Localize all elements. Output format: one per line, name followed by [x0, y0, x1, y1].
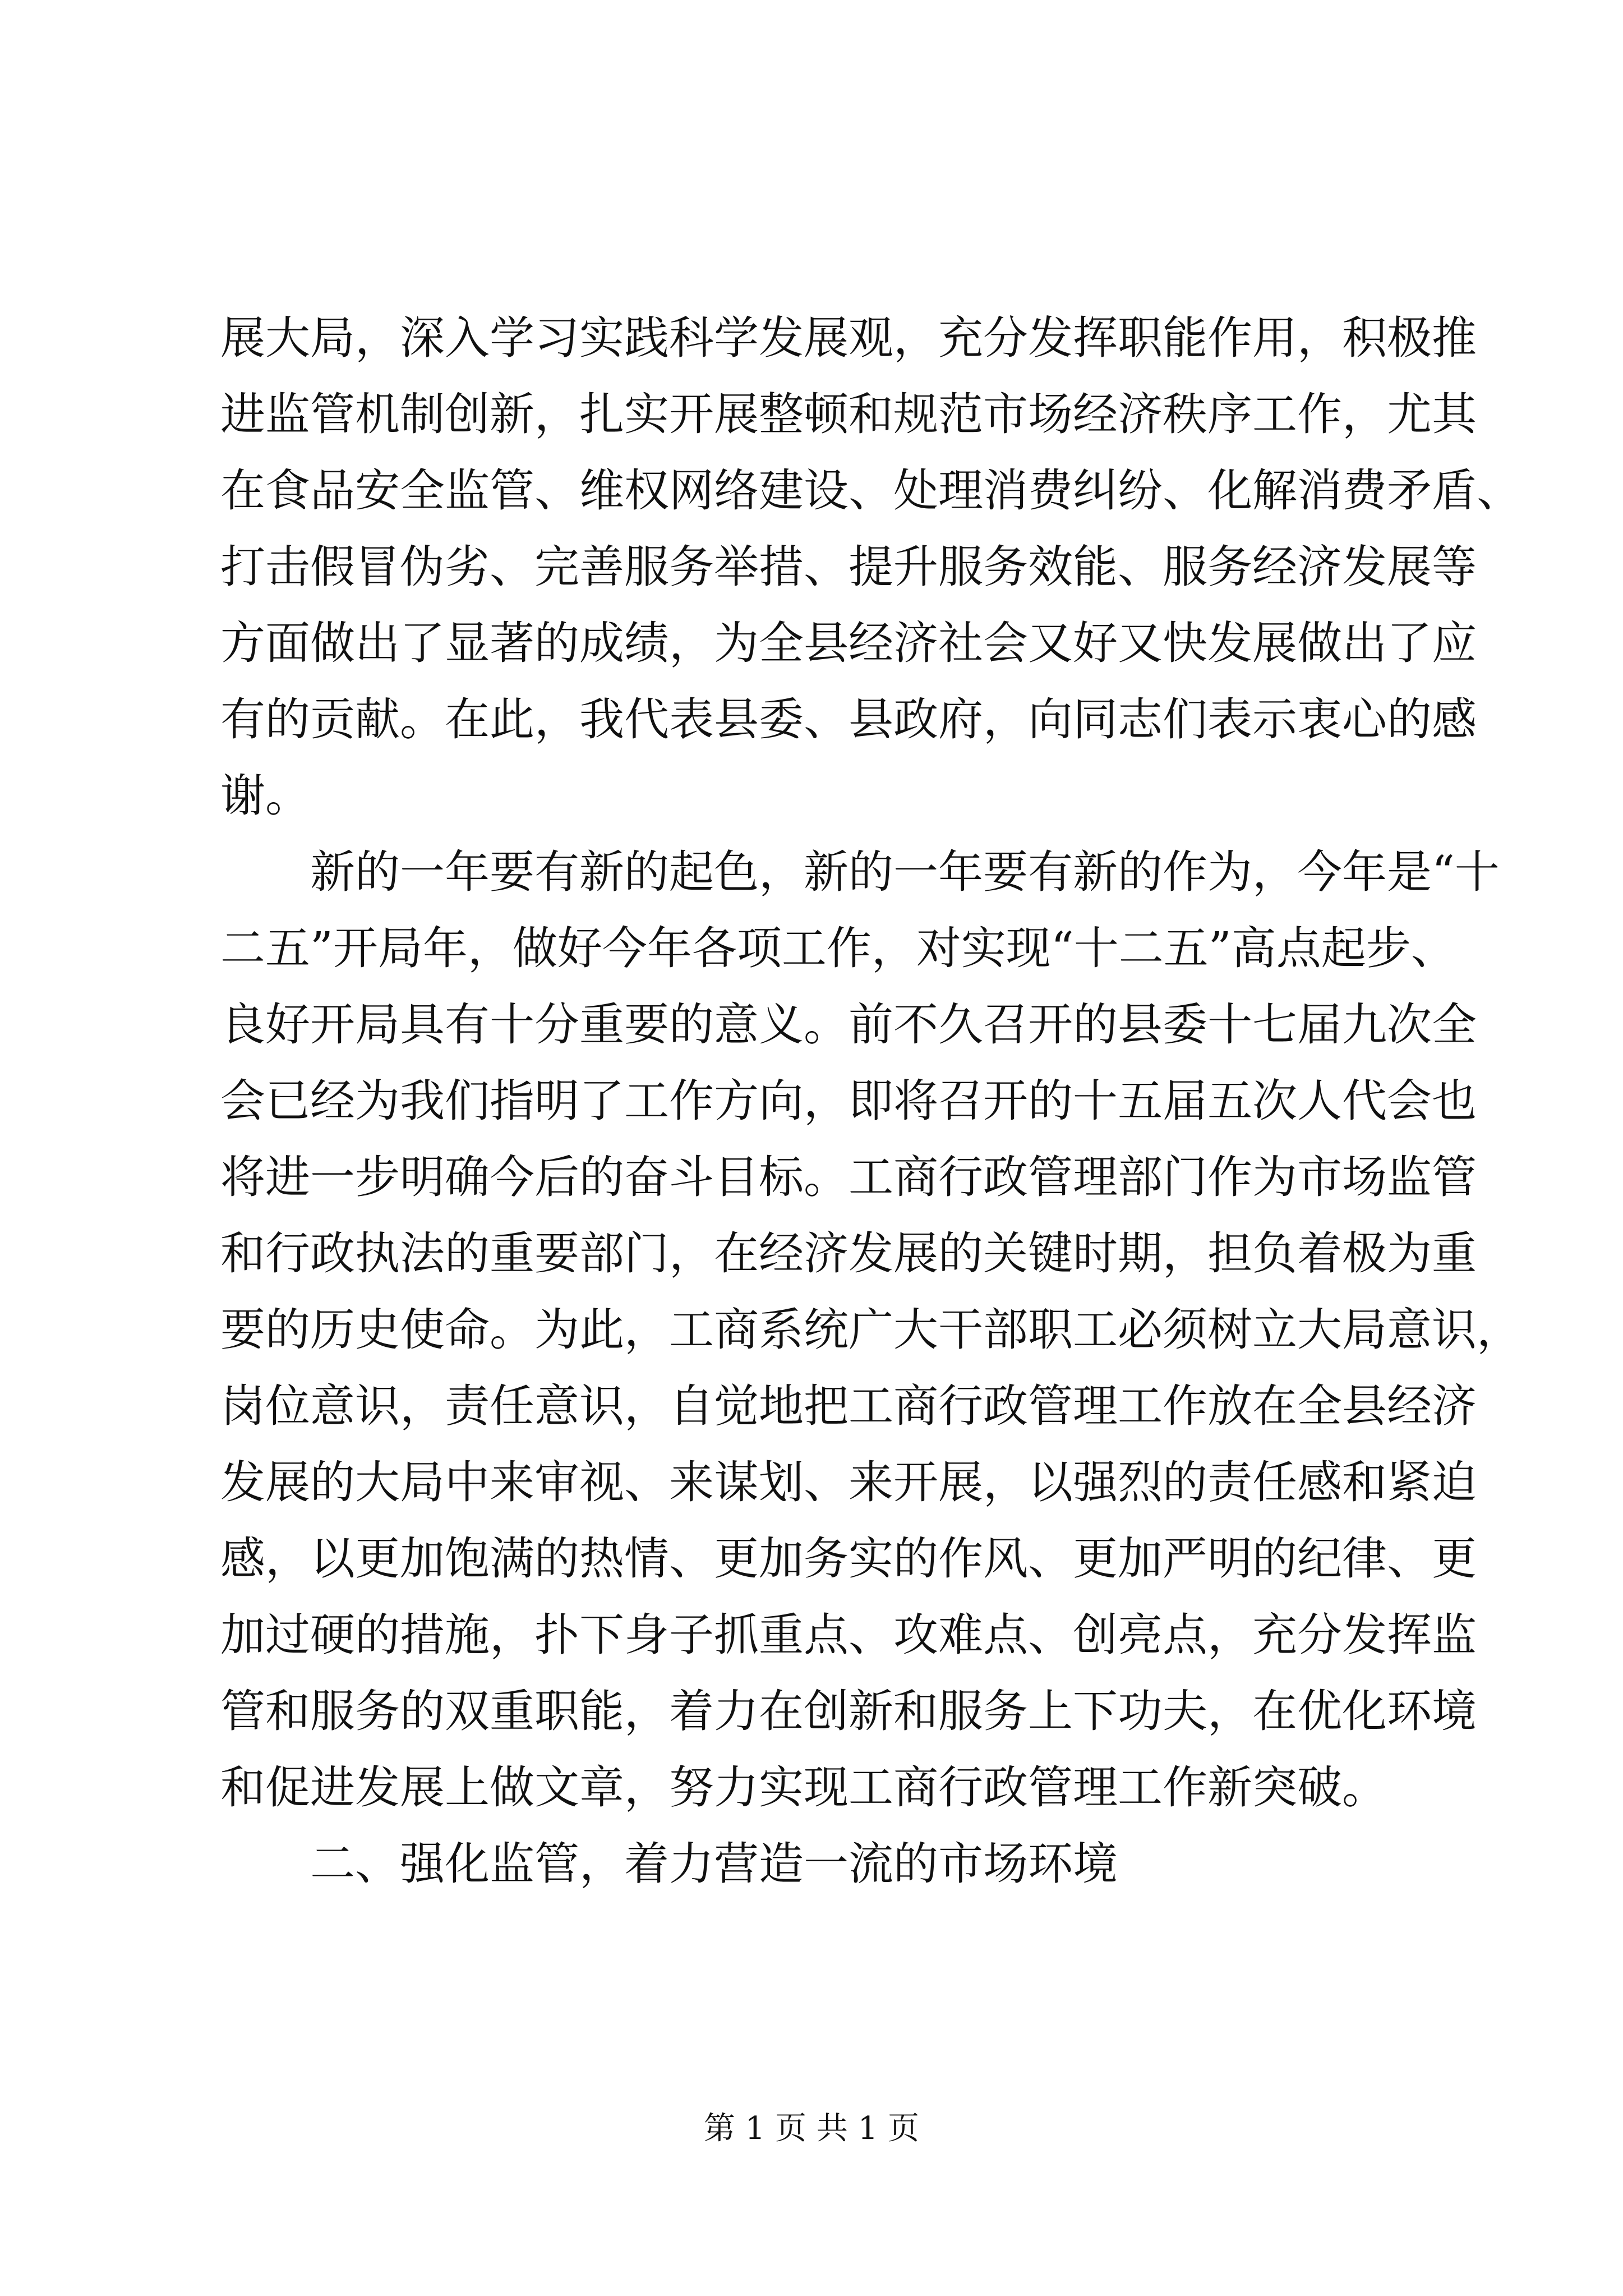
paragraph-2-line-11: 加过硬的措施，扑下身子抓重点、攻难点、创亮点，充分发挥监 [220, 1609, 1477, 1661]
paragraph-2-line-10: 感，以更加饱满的热情、更加务实的作风、更加严明的纪律、更 [220, 1533, 1477, 1585]
paragraph-2-line-8: 岗位意识，责任意识，自觉地把工商行政管理工作放在全县经济 [220, 1380, 1477, 1432]
paragraph-1-line-3: 在食品安全监管、维权网络建设、处理消费纠纷、化解消费矛盾、 [220, 464, 1521, 517]
paragraph-2-line-3: 良好开局具有十分重要的意义。前不久召开的县委十七届九次全 [220, 999, 1477, 1051]
paragraph-2-line-1: 新的一年要有新的起色，新的一年要有新的作为，今年是“十 [310, 846, 1500, 898]
paragraph-2-line-12: 管和服务的双重职能，着力在创新和服务上下功夫，在优化环境 [220, 1685, 1477, 1737]
section-heading: 二、强化监管，着力营造一流的市场环境 [310, 1838, 1118, 1890]
paragraph-1-line-7: 谢。 [220, 770, 310, 822]
paragraph-1-line-2: 进监管机制创新，扎实开展整顿和规范市场经济秩序工作，尤其 [220, 388, 1477, 440]
paragraph-2-line-6: 和行政执法的重要部门，在经济发展的关键时期，担负着极为重 [220, 1227, 1477, 1280]
paragraph-2-line-4: 会已经为我们指明了工作方向，即将召开的十五届五次人代会也 [220, 1075, 1477, 1127]
paragraph-1-line-1: 展大局，深入学习实践科学发展观，充分发挥职能作用，积极推 [220, 312, 1477, 364]
paragraph-1-line-5: 方面做出了显著的成绩，为全县经济社会又好又快发展做出了应 [220, 617, 1477, 669]
paragraph-2-line-5: 将进一步明确今后的奋斗目标。工商行政管理部门作为市场监管 [220, 1151, 1477, 1203]
document-body [220, 300, 1521, 1902]
paragraph-1-line-4: 打击假冒伪劣、完善服务举措、提升服务效能、服务经济发展等 [220, 541, 1477, 593]
paragraph-2-line-2: 二五”开局年，做好今年各项工作，对实现“十二五”高点起步、 [220, 922, 1456, 974]
paragraph-1-line-6: 有的贡献。在此，我代表县委、县政府，向同志们表示衷心的感 [220, 693, 1477, 746]
paragraph-2-line-7: 要的历史使命。为此，工商系统广大干部职工必须树立大局意识， [220, 1304, 1521, 1356]
page-footer: 第 1 页 共 1 页 [703, 2110, 920, 2147]
paragraph-2-line-9: 发展的大局中来审视、来谋划、来开展，以强烈的责任感和紧迫 [220, 1456, 1477, 1508]
paragraph-2-line-13: 和促进发展上做文章，努力实现工商行政管理工作新突破。 [220, 1761, 1387, 1814]
